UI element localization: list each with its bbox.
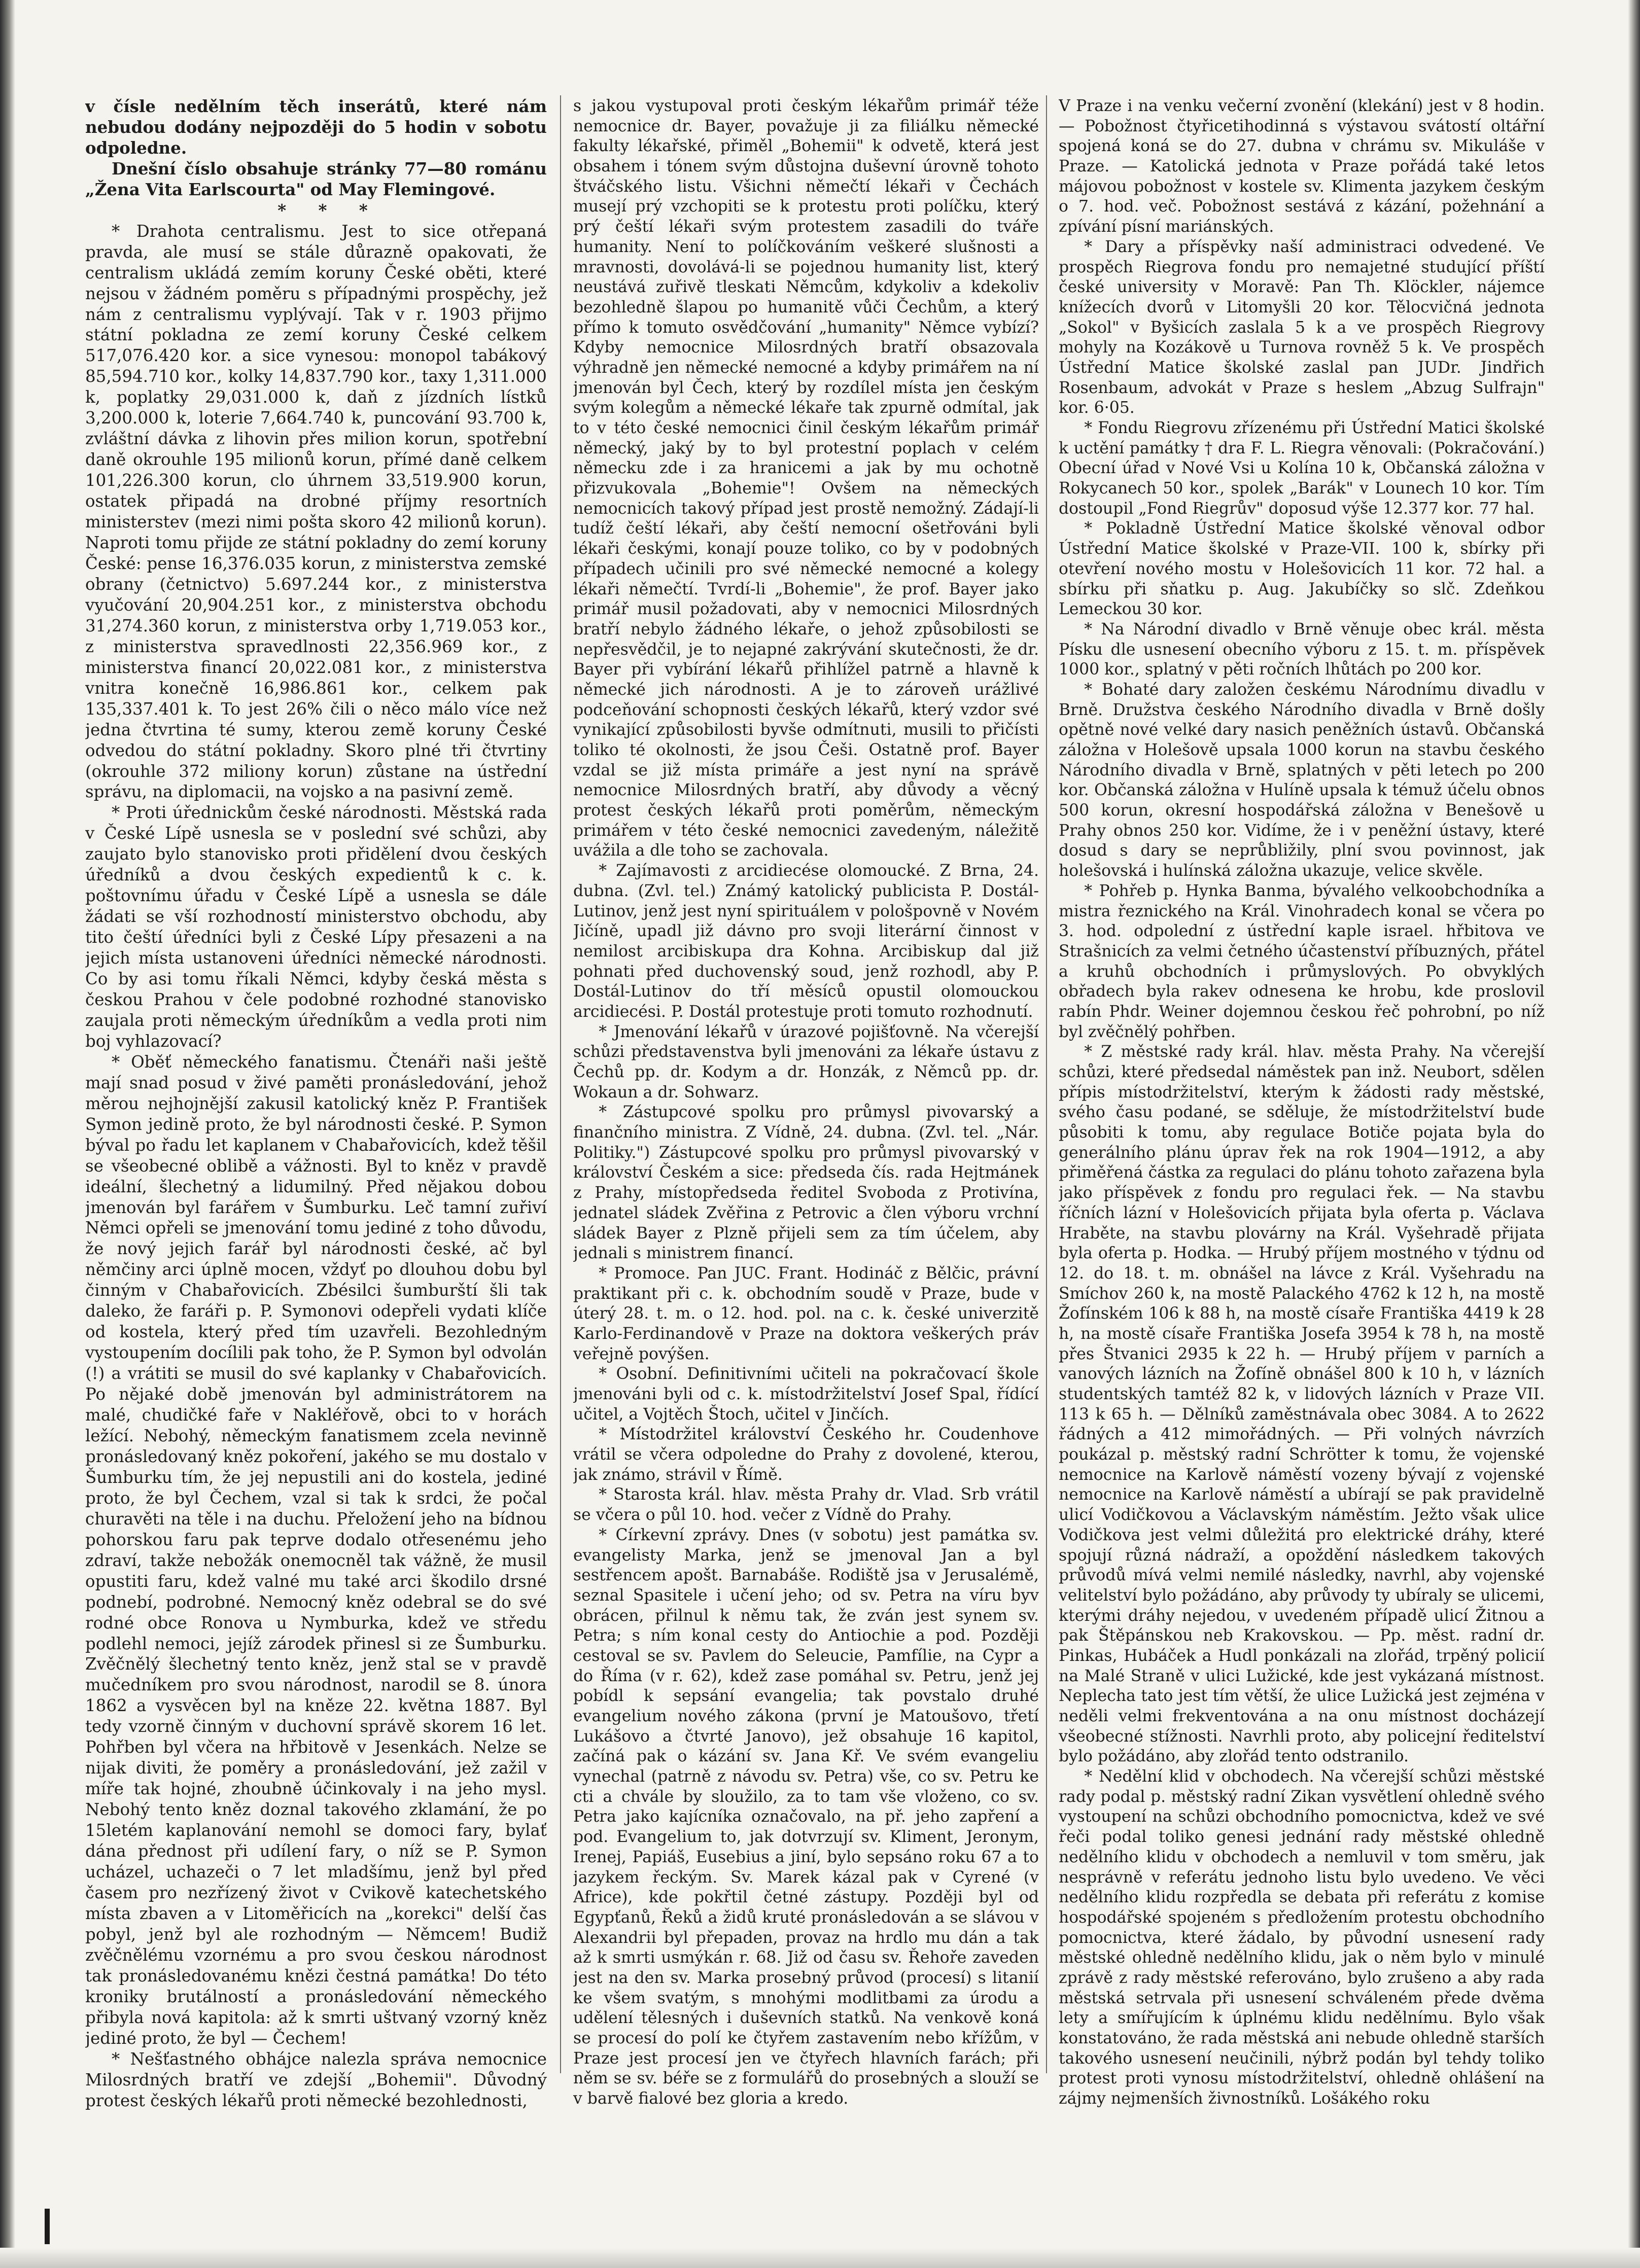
article-paragraph: * Nešťastného obhájce nalezla správa nemocnice Milosrdných bratří ve zdejší „Bohemii". Důvodný protest českých lékařů proti německé bezohlednosti, [85, 2049, 547, 2110]
column-rule-2 [1046, 95, 1047, 2073]
article-paragraph: * Zajímavosti z arcidiecése olomoucké. Z Brna, 24. dubna. (Zvl. tel.) Známý katolický publicista P. Dostál-Lutinov, jenž jest nyní spirituálem v pološpovně v Novém Jičíně, upadl již dávno pro svoji literární činnost v nemilost arcibiskupa dra Kohna. Arcibiskup dal již pohnati před duchovenský soud, jenž rozhodl, aby P. Dostál-Lutinov do tří měsíců opustil olomouckou arcidiecési. P. Dostál protestuje proti tomuto rozhodnutí. [573, 862, 1039, 1021]
column-3 [1059, 96, 1545, 2155]
scan-bottom-edge [0, 2248, 1640, 2268]
article-paragraph: * Nedělní klid v obchodech. Na včerejší schůzi městské rady podal p. městský radní Zikan vysvětlení ohledně svého vystoupení na schůzi obchodního pomocnictva, kdež ve své řeči podal toliko genesi jednání rady městské ohledně nedělního klidu v obchodech a nemluvil v tom směru, jak nesprávně v referátu jednoho listu bylo uvedeno. Ve věci nedělního klidu rozpředla se debata při referátu z komise hospodářské spojeném s předložením protestu obchodního pomocnictva, které žádalo, by původní usnesení rady městské ohledně nedělního klidu, jak o něm bylo v minulé zprávě z rady městské referováno, bylo zrušeno a aby rada městská setrvala při usnesení schváleném přede dvěma lety a smířujícím k úplnému klidu nedělnímu. Bylo však konstatováno, že rada městská ani nebude ohledně starších takového usnesení neučinili, nýbrž podán byl tehdy toliko protest proti vynosu místodržitelství, ohledně ohlášení na zájmy nejmenších živnostníků. Lošákého roku [1059, 1767, 1545, 2108]
article-paragraph: V Praze i na venku večerní zvonění (klekání) jest v 8 hodin. — Pobožnost čtyřicetihodinná s výstavou svátostí oltářní spojená koná se do 27. dubna v chrámu sv. Mikuláše v Praze. — Katolická jednota v Praze pořádá také letos májovou pobožnost v kostele sv. Klimenta jazykem českým o 7. hod. več. Pobožnost sestává z kázání, požehnání a zpívání písní mariánských. [1059, 97, 1545, 236]
column-1 [85, 96, 547, 2155]
column-2 [573, 96, 1039, 2155]
article-paragraph: * Drahota centralismu. Jest to sice otřepaná pravda, ale musí se stále důrazně opakovati, že centralism ukládá zemím koruny České oběti, které nejsou v žádném poměru s případnými prospěchy, jež nám z centralismu vyplývají. Tak v r. 1903 přijmo státní pokladna ze zemí koruny České celkem 517,076.420 kor. a sice vynesou: monopol tabákový 85,594.710 kor., kolky 14,837.790 kor., taxy 1,311.000 k, poplatky 29,031.000 k, daň z jízdních lístků 3,200.000 k, loterie 7,664.740 k, puncování 93.700 k, zvláštní dávka z lihovin přes milion korun, spotřební daně okrouhle 195 milionů korun, přímé daně celkem 101,226.300 korun, clo úhrnem 33,519.900 korun, ostatek připadá na drobné příjmy resortních ministerstev (mezi nimi pošta skoro 42 milionů korun). Naproti tomu přijde ze státní pokladny do zemí koruny České: pense 16,376.035 korun, z ministerstva zemské obrany (četnictvo) 5.697.244 kor., z ministerstva vyučování 20,904.251 kor., z ministerstva obchodu 31,274.360 korun, z ministerstva orby 1,719.053 kor., z ministerstva spravedlnosti 22,356.969 kor., z ministerstva financí 20,022.081 kor., z ministerstva vnitra konečně 16,986.861 kor., celkem pak 135,337.401 k. To jest 26% čili o něco málo více než jedna čtvrtina té sumy, kterou země koruny České odvedou do státní pokladny. Skoro plné tři čtvrtiny (okrouhle 372 miliony korun) zůstane na ústřední správu, na diplomacii, na vojsko a na pasivní země. [85, 221, 547, 802]
article-paragraph: * Církevní zprávy. Dnes (v sobotu) jest památka sv. evangelisty Marka, jenž se jmenoval Jan a byl sestřencem apošt. Barnabáše. Rodiště jsa v Jerusalémě, seznal Spasitele i učení jeho; od sv. Petra na víru byv obrácen, přilnul k němu tak, že zván jest synem sv. Petra; s ním konal cesty do Antiochie a pod. Později cestoval se sv. Pavlem do Seleucie, Pamfílie, na Cypr a do Říma (v r. 62), kdež zase pomáhal sv. Petru, jenž jej pobídl k sepsání evangelia; tak povstalo druhé evangelium nového zákona (první je Matoušovo, třetí Lukášovo a čtvrté Janovo), jež obsahuje 16 kapitol, začíná pak o kázání sv. Jana Kř. Ve svém evangeliu vynechal (patrně z návodu sv. Petra) vše, co sv. Petru ke cti a chvále by sloužilo, za to tam vše vloženo, co sv. Petra jako kajícníka označovalo, na př. jeho zapření a pod. Evangelium to, jak dotvrzují sv. Kliment, Jeronym, Irenej, Papiáš, Eusebius a jiní, bylo sepsáno roku 67 a to jazykem řeckým. Sv. Marek kázal pak v Cyrené (v Africe), kde pokřtil četné zástupy. Později byl od Egypťanů, Řeků a židů kruté pronásledován a se slávou v Alexandrii byl přepaden, provaz na hrdlo mu dán a tak až k smrti usmýkán r. 68. Již od času sv. Řehoře zaveden jest na den sv. Marka prosebný průvod (procesí) s litanií ke všem svatým, s mnohými modlitbami za úrodu a udělení tělesných i duševních statků. Na venkově koná se procesí do polí ke čtyřem zastavením nebo křížům, v Praze jest procesí jen ve čtyřech hlavních farách; při něm se sv. béře se z formulářů do prosebných a slouží se v barvě fialové bez gloria a kredo. [573, 1526, 1039, 2108]
article-paragraph: * Na Národní divadlo v Brně věnuje obec král. města Písku dle usnesení obecního výboru z 15. t. m. příspěvek 1000 kor., splatný v pěti ročních lhůtách po 200 kor. [1059, 620, 1545, 679]
article-paragraph: * Jmenování lékařů v úrazové pojišťovně. Na včerejší schůzi představenstva byli jmenováni za lékaře ústavu z Čechů pp. dr. Kodym a dr. Honzák, z Němců pp. dr. Wokaun a dr. Sohwarz. [573, 1022, 1039, 1102]
article-paragraph: * Pohřeb p. Hynka Banma, bývalého velkoobchodníka a mistra řeznického na Král. Vinohradech konal se včera po 3. hod. odpolední z ústřední kaple israel. hřbitova ve Strašnicích za velmi četného účastenství příbuzných, přátel a kruhů obchodních i průmyslových. Po obvyklých obřadech byla rakev odnesena ke hrobu, kde proslovil rabín Phdr. Weiner dojemnou českou řeč pohrobní, po níž byl zvěčnělý pohřben. [1059, 881, 1545, 1041]
scan-mark [45, 2209, 50, 2244]
scan-right-edge [1628, 0, 1640, 2268]
article-paragraph: * Osobní. Definitivními učiteli na pokračovací škole jmenováni byli od c. k. místodržitelství Josef Spal, řídící učitel, a Vojtěch Štoch, učitel v Jinčích. [573, 1365, 1039, 1424]
article-paragraph: Dnešní číslo obsahuje stránky 77—80 románu „Žena Vita Earlscourta" od May Flemingové. [85, 158, 547, 199]
section-divider: * * * [277, 200, 381, 220]
article-paragraph: * Bohaté dary založen českému Národnímu divadlu v Brně. Družstva českého Národního divadla v Brně došly opětně nové velké dary nasich peněžních ústavů. Občanská záložna v Holešově upsala 1000 korun na stavbu českého Národního divadla v Brně, splatných v pěti letech po 200 kor. Občanská záložna v Hulíně upsala k témuž účelu obnos 500 korun, okresní hospodářská záložna v Benešově u Prahy obnos 250 kor. Vidíme, že i v peněžní ústavy, které dosud s dary se neprůbližily, plní svou povinnost, jak holešovská i hulínská záložna ukazuje, velice skvěle. [1059, 680, 1545, 880]
article-paragraph: * Fondu Riegrovu zřízenému při Ústřední Matici školské k uctění památky † dra F. L. Riegra věnovali: (Pokračování.) Obecní úřad v Nové Vsi u Kolína 10 k, Občanská záložna v Rokycanech 50 kor., spolek „Barák" v Lounech 10 kor. Tím dostoupil „Fond Riegrův" doposud výše 12.377 kor. 77 hal. [1059, 419, 1545, 518]
article-paragraph: s jakou vystupoval proti českým lékařům primář téže nemocnice dr. Bayer, považuje ji za filiálku německé fakulty lékařské, přiměl „Bohemii" k odvetě, která jest obsahem i tónem svým důstojna duševní úrovně tohoto štváčského listu. Všichni němečtí lékaři v Čechách musejí prý vzchopiti se k protestu proti políčku, který prý čeští lékaři svým protestem zasadili do tváře humanity. Není to políčkováním veškeré slušnosti a mravnosti, dovolává-li se pojednou humanity list, který neustává zuřivě tleskati Němcům, kdykoliv a kdekoliv bezohledně šlapou po humanitě vůči Čechům, a který přímo k tomuto osvědčování „humanity" Němce vybízí? Kdyby nemocnice Milosrdných bratří obsazovala výhradně jen německé nemocné a kdyby primářem na ní jmenován byl Čech, který by rozdílel místa jen českým svým kolegům a německé lékaře tak zpurně odmítal, jak to v této české nemocnici činil českým lékařům primář německý, jaký by to byl protestní poplach v celém německu zde i za hranicemi a jak by mu ochotně přizvukovala „Bohemie"! Ovšem na německých nemocnicích takový případ jest prostě nemožný. Zádají-li tudíž čeští lékaři, aby čeští nemocní ošetřováni byli lékaři českými, konají pouze toliko, co by v podobných případech učinili pro své německé nemocné a kolegy lékaři němečtí. Tvrdí-li „Bohemie", že prof. Bayer jako primář musil požadovati, aby v nemocnici Milosrdných bratří nebylo žádného lékaře, o jehož způsobilosti se nepřesvědčil, je to nejapné zakrývání skutečnosti, že dr. Bayer při vybírání lékařů přihlížel patrně a hlavně k německé jich národnosti. A je to zároveň urážlivé podceňování schopnosti českých lékařů, který vzdor své vynikající způsobilosti byvše odmítnuti, musili to přičísti toliko té okolnosti, že jsou Češi. Ostatně prof. Bayer vzdal se již místa primáře a jest nyní na správě nemocnice Milosrdných bratří, aby důvody a věcný protest českých lékařů proti poměrům, německým primářem v této české nemocnici zavedeným, náležitě uvážila a dle toho se zachovala. [573, 97, 1039, 860]
scan-left-edge [0, 0, 15, 2268]
article-paragraph: * Dary a příspěvky naší administraci odvedené. Ve prospěch Riegrova fondu pro nemajetné studující příští české university v Moravě: Pan Th. Klöckler, nájemce knížecích dvorů v Litomyšli 20 kor. Tělocvičná jednota „Sokol" v Byšicích zaslala 5 k a ve prospěch Riegrovy mohyly na Kozákově u Turnova rovněž 5 k. Ve prospěch Ústřední Matice školské zaslal pan JUDr. Jindřich Rosenbaum, advokát v Praze s heslem „Abzug Sulfrajn" kor. 6·05. [1059, 237, 1545, 417]
column-rule-1 [560, 95, 561, 2073]
article-paragraph: * Starosta král. hlav. města Prahy dr. Vlad. Srb vrátil se včera o půl 10. hod. večer z Vídně do Prahy. [573, 1485, 1039, 1525]
article-paragraph: * Promoce. Pan JUC. Frant. Hodináč z Bělčic, právní praktikant při c. k. obchodním soudě v Praze, bude v úterý 28. t. m. o 12. hod. pol. na c. k. české univerzitě Karlo-Ferdinandově v Praze na doktora veškerých práv veřejně povýšen. [573, 1264, 1039, 1363]
article-paragraph: * Místodržitel království Českého hr. Coudenhove vrátil se včera odpoledne do Prahy z dovolené, kterou, jak známo, strávil v Římě. [573, 1425, 1039, 1484]
article-paragraph: * Z městské rady král. hlav. města Prahy. Na včerejší schůzi, které předsedal náměstek pan inž. Neubort, sdělen přípis místodržitelství, kterým k žádosti rady městské, svého času podané, se sděluje, že místodržitelství bude působiti k tomu, aby regulace Botiče pojata byla do generálního plánu úprav řek na rok 1904—1912, a aby přiměřená částka za regulaci do plánu tohoto zařazena byla jako příspěvek z fondu pro regulaci řek. — Na stavbu říčních lázní v Holešovicích přijata byla oferta p. Václava Hraběte, na stavbu plovárny na Král. Vyšehradě přijata byla oferta p. Hodka. — Hrubý příjem mostného v týdnu od 12. do 18. t. m. obnášel na lávce z Král. Vyšehradu na Smíchov 260 k, na mostě Palackého 4762 k 12 h, na mostě Žofínském 106 k 88 h, na mostě císaře Františka 4419 k 28 h, na mostě císaře Františka Josefa 3954 k 78 h, na mostě přes Štvanici 2935 k 22 h. — Hrubý příjem v parních a vanových lázních na Žofíně obnášel 800 k 10 h, v lázních studentských tamtéž 82 k, v lidových lázních v Praze VII. 113 k 65 h. — Dělníků zaměstnávala obec 3084. A to 2622 řádných a 412 mimořádných. — Při volných návrzích poukázal p. městský radní Schrötter k tomu, že vojenské nemocnice na Karlově náměstí vozeny bývají z vojenské nemocnice na Karlově náměstí a ubírají se pak pravidelně ulicí Vodičkovou a Václavským náměstím. Ježto však ulice Vodičkova jest velmi důležitá pro elektrické dráhy, které spojují různá nádraží, a opoždění následkem takových průvodů mívá velmi nemilé následky, navrhl, aby vojenské velitelství bylo požádáno, aby průvody ty ubíraly se ulicemi, kterými dráhy nejedou, v uvedeném případě ulicí Žitnou a pak Štěpánskou neb Krakovskou. — Pp. měst. radní dr. Pinkas, Hubáček a Hudl ponkázali na zlořád, trpěný policií na Malé Straně v ulici Lužické, kde jest vykázaná místnost. Neplecha tato jest tím větší, že ulice Lužická jest zejména v neděli velmi frekventována a na onu místnost docházejí všeobecné stížnosti. Navrhli proto, aby policejní ředitelství bylo požádáno, aby zlořád tento odstranilo. [1059, 1043, 1545, 1766]
article-paragraph: v čísle nedělním těch inserátů, které nám nebudou dodány nejpozději do 5 hodin v sobotu odpoledne. [85, 96, 547, 158]
article-paragraph: * Pokladně Ústřední Matice školské věnoval odbor Ústřední Matice školské v Praze-VII. 100 k, sbírky při otevření nového mostu v Holešovicích 11 kor. 72 hal. a sbírku při sňatku p. Aug. Jakubíčky so slč. Zdeňkou Lemeckou 30 kor. [1059, 519, 1545, 619]
article-paragraph: * Zástupcové spolku pro průmysl pivovarský a finančního ministra. Z Vídně, 24. dubna. (Zvl. tel. „Nár. Politiky.") Zástupcové spolku pro průmysl pivovarský v království Českém a sice: předseda čís. rada Hejtmánek z Prahy, místopředseda ředitel Svoboda z Protivína, jednatel sládek Zvěřina z Petrovic a člen výboru vrchní sládek Bayer z Plzně přijeli sem za tím účelem, aby jednali s ministrem financí. [573, 1103, 1039, 1263]
article-paragraph: * Oběť německého fanatismu. Čtenáři naši ještě mají snad posud v živé paměti pronásledování, jehož měrou nejhojnější zakusil katolický kněz P. František Symon jedině proto, že byl národnosti české. P. Symon býval po řadu let kaplanem v Chabařovicích, kdež těšil se všeobecné oblibě a vážnosti. Byl to kněz v pravdě ideální, šlechetný a lidumilný. Před nějakou dobou jmenován byl farářem v Šumburku. Leč tamní zuřiví Němci opřeli se jmenování tomu jediné z toho důvodu, že nový jejich farář byl národnosti české, ač byl němčiny arci úplně mocen, vždyť po dlouhou dobu byl činným v Chabařovicích. Zbésilci šumburští šli tak daleko, že faráři p. P. Symonovi odepřeli vydati klíče od kostela, který před tím uzavřeli. Bezohledným vystoupením docílili pak toho, že P. Symon byl odvolán (!) a vrátiti se musil do své kaplanky v Chabařovicích. Po nějaké době jmenován byl administrátorem na malé, chudičké faře v Nakléřově, obci to v horách ležící. Nebohý, německým fanatismem zcela nevinně pronásledovaný kněz pokoření, jakého se mu dostalo v Šumburku tím, že jej nepustili ani do kostela, jediné proto, že byl Čechem, vzal si tak k srdci, že počal churavěti na těle i na duchu. Přeložení jeho na bídnou pohorskou faru pak teprve dodalo otřesenému jeho zdraví, takže nebožák onemocněl tak vážně, že musil opustiti faru, kdež valné mu také arci škodilo drsné podnebí, podrobné. Nemocný kněz odebral se do své rodné obce Ronova u Nymburka, kdež ve středu podlehl nemoci, jejíž zárodek přinesl si ze Šumburku. Zvěčnělý šlechetný tento kněz, jenž stal se v pravdě mučedníkem pro svou národnost, narodil se 8. února 1862 a vysvěcen byl na kněze 22. května 1887. Byl tedy vzorně činným v duchovní správě skorem 16 let. Pohřben byl včera na hřbitově v Jesenkách. Nelze se nijak diviti, že poměry a pronásledování, jež zažil v míře tak hojné, zhoubně účinkovaly i na jeho mysl. Nebohý tento kněz doznal takového zklamání, že po 15letém kaplanování nemohl se domoci fary, bylať dána přednost při udílení fary, o níž se P. Symon ucházel, uchazeči o 7 let mladšímu, jenž byl před časem pro nezřízený život v Cvikově katechetského místa zbaven a v Litoměřicích na „korekci" delší čas pobyl, jenž byl ale rozhodným — Němcem! Budiž zvěčnělému vzornému a pro svou českou národnost tak pronásledovanému knězi čestná památka! Do této kroniky brutálností a pronásledování německého přibyla nová kapitola: až k smrti uštvaný vzorný kněz jediné proto, že byl — Čechem! [85, 1052, 547, 2048]
article-paragraph: * Proti úřednickům české národnosti. Městská rada v České Lípě usnesla se v poslední své schůzi, aby zaujato bylo stanovisko proti přidělení dvou českých úředníků a dvou českých expedientů k c. k. poštovnímu úřadu v České Lípě a usnesla se dále žádati se vší rozhodností ministerstvo obchodu, aby tito čeští úředníci byli z České Lípy přesazeni a na jejich místa ustanoveni úředníci německé národnosti. Co by asi tomu říkali Němci, kdyby česká města s českou Prahou v čele podobné rozhodné stanovisko zaujala proti německým úředníkům a vedla proti nim boj vyhlazovací? [85, 803, 547, 1051]
